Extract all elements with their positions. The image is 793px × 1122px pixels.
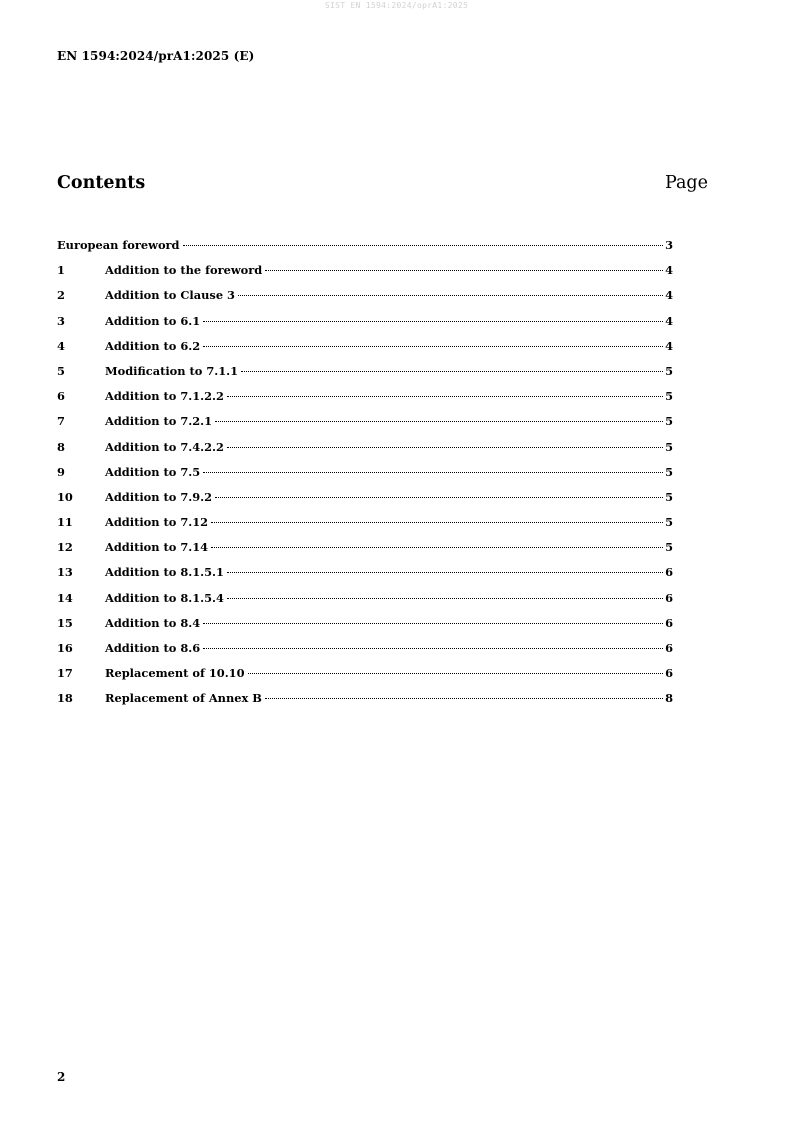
toc-entry-title: Addition to 8.6 [105,641,201,655]
toc-dot-leader [183,245,664,246]
toc-entry-number: 5 [57,363,65,378]
toc-dot-leader [203,346,663,347]
toc-entry-page: 6 [665,615,673,630]
toc-entry[interactable] [57,312,673,337]
toc-entry-number: 17 [57,666,73,681]
toc-entry-page: 6 [665,590,673,605]
toc-entry[interactable] [57,689,673,714]
toc-entry-page: 5 [665,489,673,504]
toc-entry-number: 16 [57,641,73,655]
toc-entry-page: 4 [665,338,673,353]
toc-entry-title: Addition to 8.4 [105,615,201,630]
toc-entry-page: 4 [665,263,673,278]
toc-dot-leader [215,421,663,422]
toc-entry-number: 9 [57,464,65,479]
toc-entry-title: European foreword [57,238,180,252]
toc-entry-title: Addition to 7.5 [105,464,201,479]
toc-entry[interactable] [57,664,673,689]
toc-entry[interactable] [57,362,673,387]
toc-entry-page: 5 [665,540,673,555]
toc-entry-title: Replacement of Annex B [105,691,262,706]
toc-entry-title: Addition to 7.9.2 [105,489,213,504]
toc-entry-number: 18 [57,691,73,706]
toc-entry-number: 7 [57,414,65,429]
toc-entry-page: 6 [665,666,673,681]
toc-entry[interactable] [57,563,673,588]
toc-entry-page: 5 [665,464,673,479]
page-column-heading: Page [665,173,708,193]
toc-entry-page: 5 [665,439,673,454]
toc-entry-number: 11 [57,515,73,530]
toc-entry[interactable] [57,513,673,538]
toc-dot-leader [238,295,663,296]
toc-dot-leader [248,673,664,674]
toc-entry-number: 14 [57,590,73,605]
toc-dot-leader [203,321,663,322]
toc-entry-title: Addition to 6.2 [105,338,201,353]
toc-entry-title: Replacement of 10.10 [105,666,245,681]
toc-entry-page: 5 [665,363,673,378]
toc-dot-leader [215,497,663,498]
toc-entry-title: Addition to 7.2.1 [105,414,213,429]
toc-dot-leader [227,396,663,397]
toc-entry-title: Addition to 7.12 [105,515,209,530]
toc-entry-number: 4 [57,338,65,353]
toc-dot-leader [265,270,663,271]
toc-entry[interactable] [57,337,673,362]
toc-entry-title: Addition to 8.1.5.1 [105,565,224,580]
toc-entry[interactable] [57,387,673,412]
toc-entry[interactable] [57,639,673,664]
toc-dot-leader [241,371,663,372]
toc-dot-leader [203,623,663,624]
toc-entry[interactable] [57,488,673,513]
table-of-contents [57,236,673,715]
toc-entry[interactable] [57,236,673,261]
toc-entry-title: Addition to 7.4.2.2 [105,439,224,454]
toc-entry[interactable] [57,412,673,437]
toc-entry-number: 13 [57,565,73,580]
toc-entry-title: Addition to the foreword [105,263,263,278]
toc-entry-page: 4 [665,313,673,328]
toc-dot-leader [227,572,663,573]
toc-entry-page: 5 [665,389,673,404]
toc-entry-number: 6 [57,389,65,404]
toc-dot-leader [203,472,663,473]
toc-entry[interactable] [57,463,673,488]
toc-entry-title: Modification to 7.1.1 [105,363,239,378]
toc-entry-number: 8 [57,439,65,454]
contents-heading: Contents [57,173,146,193]
toc-entry-number: 12 [57,540,73,555]
toc-entry-title: Addition to 7.14 [105,540,209,555]
toc-entry-number: 10 [57,489,73,504]
toc-entry[interactable] [57,538,673,563]
toc-entry-page: 8 [665,691,673,706]
document-id: EN 1594:2024/prA1:2025 (E) [57,49,255,63]
toc-entry-number: 3 [57,313,65,328]
toc-entry-title: Addition to Clause 3 [105,288,235,303]
toc-dot-leader [211,547,663,548]
toc-entry[interactable] [57,589,673,614]
toc-entry-page: 3 [665,238,673,252]
toc-entry[interactable] [57,614,673,639]
toc-entry-page: 6 [665,565,673,580]
toc-entry-number: 2 [57,288,65,303]
toc-entry-number: 15 [57,615,73,630]
toc-entry-title: Addition to 8.1.5.4 [105,590,224,605]
toc-entry-page: 4 [665,288,673,303]
toc-entry-page: 6 [665,641,673,655]
toc-dot-leader [227,598,663,599]
page-number: 2 [57,1070,66,1084]
toc-entry-number: 1 [57,263,65,278]
toc-dot-leader [265,698,663,699]
watermark: SIST EN 1594:2024/oprA1:2025 [324,1,469,10]
toc-entry-title: Addition to 6.1 [105,313,201,328]
toc-entry-page: 5 [665,515,673,530]
toc-entry[interactable] [57,438,673,463]
toc-dot-leader [227,447,663,448]
toc-entry-title: Addition to 7.1.2.2 [105,389,224,404]
toc-entry[interactable] [57,261,673,286]
toc-entry[interactable] [57,286,673,311]
toc-dot-leader [203,648,663,649]
toc-dot-leader [211,522,663,523]
toc-entry-page: 5 [665,414,673,429]
